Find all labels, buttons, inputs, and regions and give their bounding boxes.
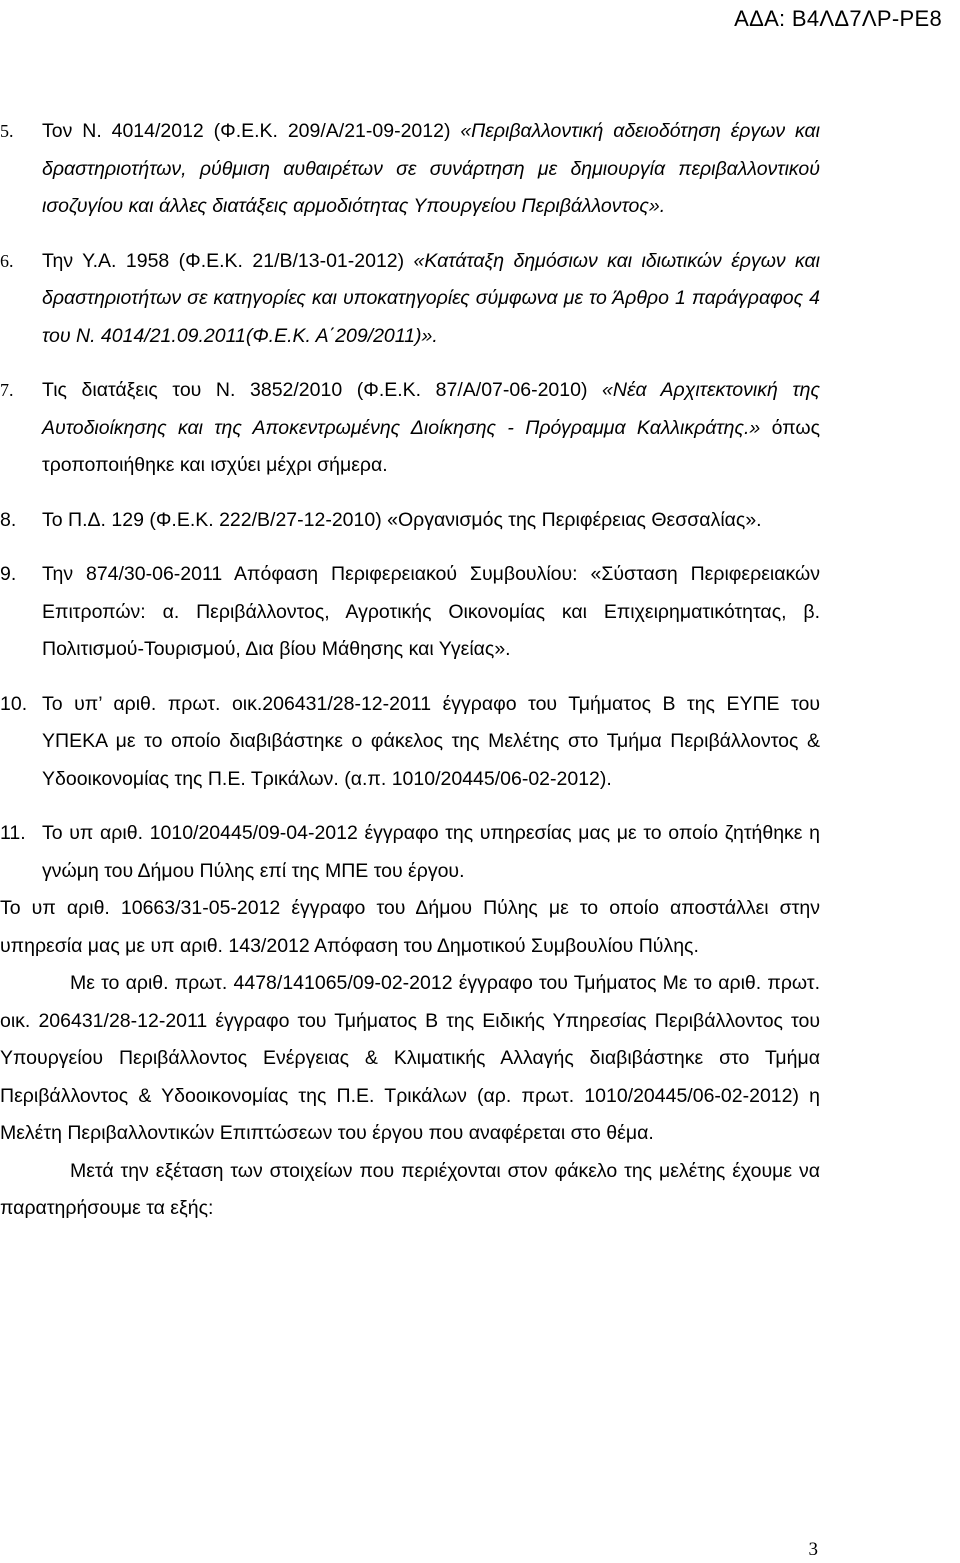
item-number: 8.	[0, 508, 17, 531]
paragraph-diavivasi: Με το αριθ. πρωτ. 4478/141065/09-02-2012 έγγραφο του Τμήματος Με το αριθ. πρωτ. οικ. 206431/28-12-2011 έγγραφο του Τμήματος Β της Ειδικής Υπηρεσίας Περιβάλλοντος του Υπουργείου Περιβάλλοντος Ενέργειας & Κλιματικής Αλλαγής διαβιβάστηκε στο Τμήμα Περιβάλλοντος & Υδοοικονομίας της Π.Ε. Τρικάλων (αρ. πρωτ. 1010/20445/06-02-2012) η Μελέτη Περιβαλλοντικών Επιπτώσεων του έργου που αναφέρεται στο θέμα.	[0, 972, 820, 1144]
item-number: 10.	[0, 692, 28, 715]
list-item-10	[0, 686, 820, 799]
list-item-7	[0, 372, 820, 485]
item-text: Το υπ αριθ. 1010/20445/09-04-2012 έγγραφο της υπηρεσίας μας με το οποίο ζητήθηκε η γνώμη του Δήμου Πύλης επί της ΜΠΕ του έργου.	[42, 822, 820, 882]
list-item-8	[0, 502, 820, 540]
item-text: Την Υ.Α. 1958 (Φ.Ε.Κ. 21/Β/13-01-2012) «Κατάταξη δημόσιων και ιδιωτικών έργων και δραστηριοτήτων σε κατηγορίες και υποκατηγορίες σύμφωνα με το Άρθρο 1 παράγραφος 4 του Ν. 4014/21.09.2011(Φ.Ε.Κ. Α΄209/2011)».	[42, 249, 820, 347]
item-text: Τον Ν. 4014/2012 (Φ.Ε.Κ. 209/Α/21-09-2012) «Περιβαλλοντική αδειοδότηση έργων και δραστηριοτήτων, ρύθμιση αυθαιρέτων σε συνάρτηση με δημιουργία περιβαλλοντικού ισοζυγίου και άλλες διατάξεις αρμοδιότητας Υπουργείου Περιβάλλοντος».	[42, 120, 820, 217]
list-item-5	[0, 113, 820, 226]
paragraph-dimos-pylis: Το υπ αριθ. 10663/31-05-2012 έγγραφο του Δήμου Πύλης με το οποίο αποστάλλει στην υπηρεσία μας με υπ αριθ. 143/2012 Απόφαση του Δημοτικού Συμβουλίου Πύλης.	[0, 897, 820, 957]
item-text: Τις διατάξεις του Ν. 3852/2010 (Φ.Ε.Κ. 87/Α/07-06-2010) «Νέα Αρχιτεκτονική της Αυτοδιοίκησης και της Αποκεντρωμένης Διοίκησης - Πρόγραμμα Καλλικράτης.» όπως τροποποιήθηκε και ισχύει μέχρι σήμερα.	[42, 379, 820, 476]
item-number: 9.	[0, 563, 17, 585]
item-text: Το υπ’ αριθ. πρωτ. οικ.206431/28-12-2011 έγγραφο του Τμήματος Β της ΕΥΠΕ του ΥΠΕΚΑ με το οποίο διαβιβάστηκε ο φάκελος της Μελέτης στο Τμήμα Περιβάλλοντος & Υδοοικονομίας της Π.Ε. Τρικάλων. (α.π. 1010/20445/06-02-2012).	[42, 692, 820, 790]
list-item-9	[0, 556, 820, 669]
document-body	[0, 113, 820, 1228]
item-title: «Κατάταξη δημόσιων και ιδιωτικών έργων και δραστηριοτήτων σε κατηγορίες και υποκατηγορίες σύμφωνα με το Άρθρο 1 παράγραφος 4 του Ν. 4014/21.09.2011(Φ.Ε.Κ. Α΄209/2011)».	[42, 249, 820, 347]
item-text: Την 874/30-06-2011 Απόφαση Περιφερειακού Συμβουλίου: «Σύσταση Περιφερειακών Επιτροπών: α. Περιβάλλοντος, Αγροτικής Οικονομίας και Επιχειρηματικότητας, β. Πολιτισμού-Τουρισμού, Δια βίου Μάθησης και Υγείας».	[42, 563, 820, 660]
item-number: 11.	[0, 822, 26, 844]
page-number: 3	[808, 1539, 818, 1560]
item-number: 5.	[0, 121, 14, 141]
item-text: Το Π.Δ. 129 (Φ.Ε.Κ. 222/Β/27-12-2010) «Οργανισμός της Περιφέρειας Θεσσαλίας».	[42, 508, 762, 531]
paragraph-paratiriseis: Μετά την εξέταση των στοιχείων που περιέχονται στον φάκελο της μελέτης έχουμε να παρατηρήσουμε τα εξής:	[0, 1159, 820, 1219]
item-title: «Περιβαλλοντική αδειοδότηση έργων και δραστηριοτήτων, ρύθμιση αυθαιρέτων σε συνάρτηση με δημιουργία περιβαλλοντικού ισοζυγίου και άλλες διατάξεις αρμοδιότητας Υπουργείου Περιβάλλοντος».	[42, 120, 820, 217]
list-item-6	[0, 243, 820, 356]
item-title: «Νέα Αρχιτεκτονική της Αυτοδιοίκησης και της Αποκεντρωμένης Διοίκησης - Πρόγραμμα Καλλικράτης.»	[42, 379, 820, 439]
item-number: 6.	[0, 250, 14, 271]
list-item-11	[0, 815, 820, 890]
item-number: 7.	[0, 380, 14, 400]
document-code-header: ΑΔΑ: Β4ΛΔ7ΛΡ-ΡΕ8	[734, 6, 942, 31]
